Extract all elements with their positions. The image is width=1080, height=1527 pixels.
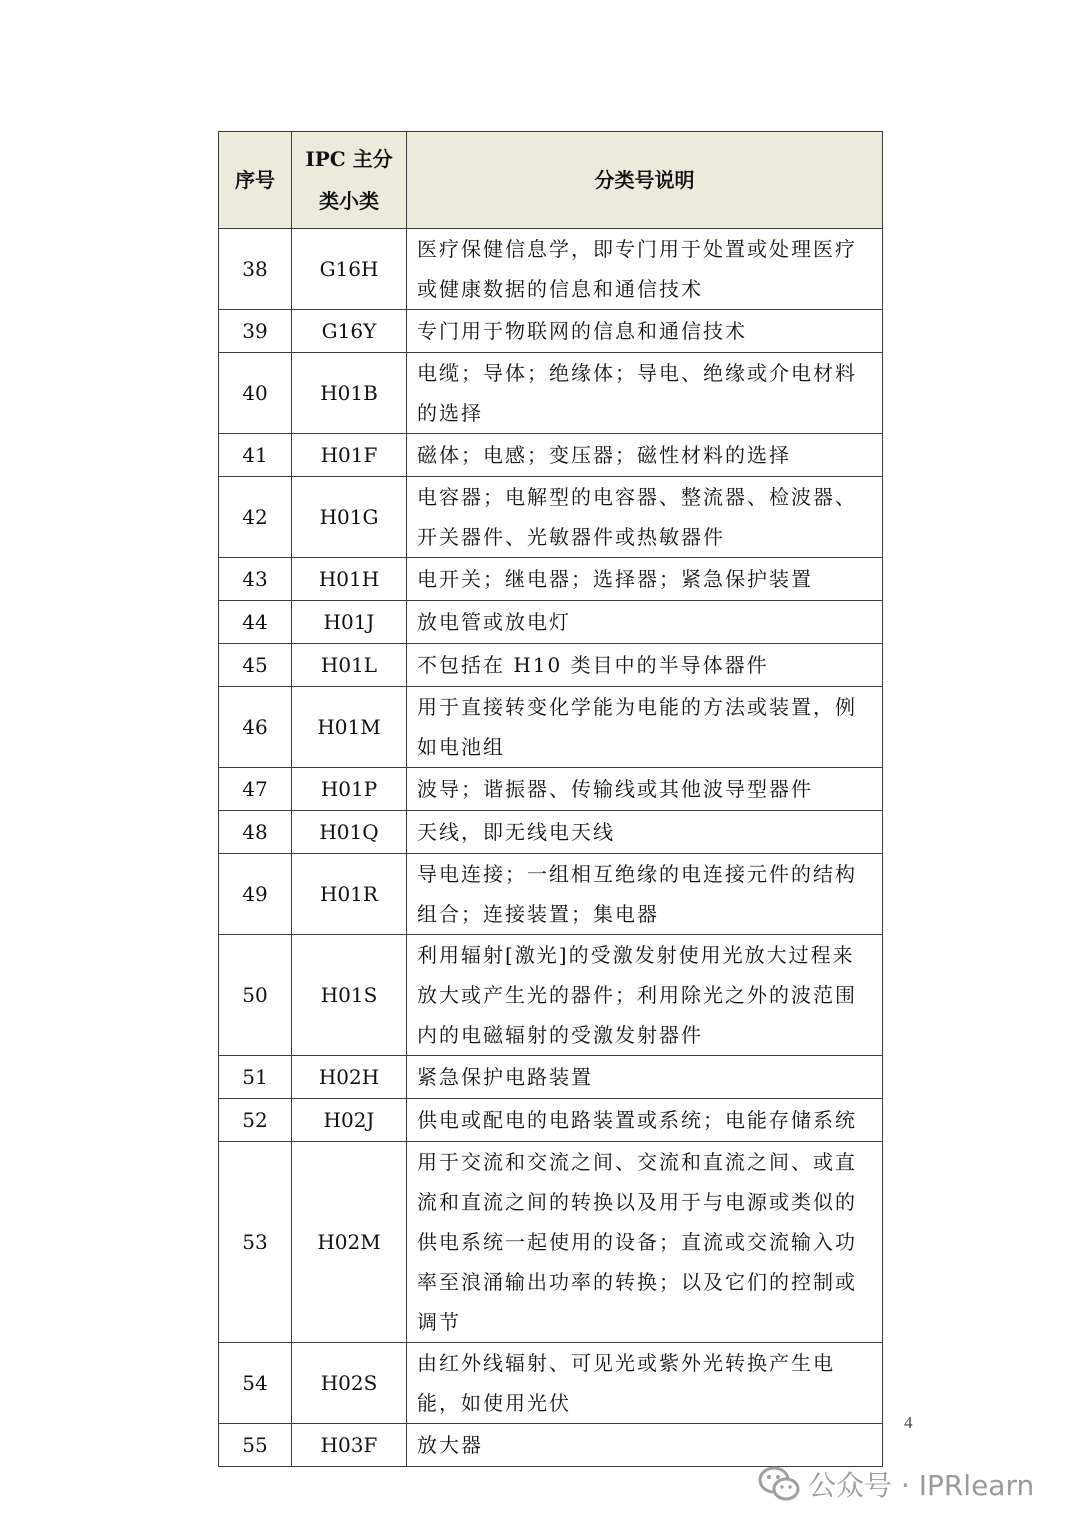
table-header-row — [219, 132, 883, 229]
row-serial: 41 — [219, 434, 292, 477]
row-ipc-code: H02J — [292, 1099, 407, 1142]
row-ipc-code: H01L — [292, 644, 407, 687]
row-description: 磁体；电感；变压器；磁性材料的选择 — [407, 434, 883, 477]
row-ipc-code: H01S — [292, 935, 407, 1056]
table-row — [219, 1099, 883, 1142]
page-number: 4 — [904, 1413, 913, 1432]
table-row — [219, 935, 883, 1056]
row-ipc-code: H01Q — [292, 811, 407, 854]
row-description: 利用辐射[激光]的受激发射使用光放大过程来放大或产生光的器件；利用除光之外的波范围内的电磁辐射的受激发射器件 — [407, 935, 883, 1056]
row-ipc-code: H02M — [292, 1142, 407, 1343]
row-description: 导电连接；一组相互绝缘的电连接元件的结构组合；连接装置；集电器 — [407, 854, 883, 935]
row-serial: 55 — [219, 1424, 292, 1467]
row-description: 电缆；导体；绝缘体；导电、绝缘或介电材料的选择 — [407, 353, 883, 434]
row-description: 由红外线辐射、可见光或紫外光转换产生电能，如使用光伏 — [407, 1343, 883, 1424]
ipc-table — [218, 131, 883, 1467]
table-row — [219, 1343, 883, 1424]
watermark-text: 公众号 · IPRlearn — [808, 1469, 1035, 1502]
table-row — [219, 1424, 883, 1467]
table-row — [219, 687, 883, 768]
row-serial: 38 — [219, 229, 292, 310]
row-serial: 52 — [219, 1099, 292, 1142]
row-description: 供电或配电的电路装置或系统；电能存储系统 — [407, 1099, 883, 1142]
table-row — [219, 434, 883, 477]
row-ipc-code: H03F — [292, 1424, 407, 1467]
row-ipc-code: H01G — [292, 477, 407, 558]
row-ipc-code: H01J — [292, 601, 407, 644]
row-serial: 47 — [219, 768, 292, 811]
header-ipc-subclass: IPC 主分类小类 — [292, 132, 407, 229]
row-description: 电容器；电解型的电容器、整流器、检波器、开关器件、光敏器件或热敏器件 — [407, 477, 883, 558]
row-serial: 54 — [219, 1343, 292, 1424]
row-serial: 46 — [219, 687, 292, 768]
table-row — [219, 310, 883, 353]
row-ipc-code: H01H — [292, 558, 407, 601]
row-serial: 45 — [219, 644, 292, 687]
row-description: 用于直接转变化学能为电能的方法或装置，例如电池组 — [407, 687, 883, 768]
row-description: 医疗保健信息学，即专门用于处置或处理医疗或健康数据的信息和通信技术 — [407, 229, 883, 310]
wechat-icon — [758, 1465, 800, 1503]
header-serial: 序号 — [219, 132, 292, 229]
row-ipc-code: H01B — [292, 353, 407, 434]
watermark — [758, 1462, 1034, 1506]
row-description: 用于交流和交流之间、交流和直流之间、或直流和直流之间的转换以及用于与电源或类似的供电系统一起使用的设备；直流或交流输入功率至浪涌输出功率的转换；以及它们的控制或调节 — [407, 1142, 883, 1343]
table-row — [219, 854, 883, 935]
row-description: 紧急保护电路装置 — [407, 1056, 883, 1099]
row-serial: 39 — [219, 310, 292, 353]
row-description: 不包括在 H10 类目中的半导体器件 — [407, 644, 883, 687]
table-row — [219, 768, 883, 811]
header-description: 分类号说明 — [407, 132, 883, 229]
row-description: 电开关；继电器；选择器；紧急保护装置 — [407, 558, 883, 601]
table-row — [219, 1142, 883, 1343]
row-description: 专门用于物联网的信息和通信技术 — [407, 310, 883, 353]
row-serial: 44 — [219, 601, 292, 644]
table-row — [219, 353, 883, 434]
table-row — [219, 1056, 883, 1099]
row-serial: 53 — [219, 1142, 292, 1343]
row-ipc-code: H02S — [292, 1343, 407, 1424]
table-row — [219, 601, 883, 644]
row-serial: 48 — [219, 811, 292, 854]
row-serial: 50 — [219, 935, 292, 1056]
row-ipc-code: G16Y — [292, 310, 407, 353]
row-ipc-code: H02H — [292, 1056, 407, 1099]
row-ipc-code: H01R — [292, 854, 407, 935]
table-row — [219, 558, 883, 601]
row-description: 放大器 — [407, 1424, 883, 1467]
row-ipc-code: H01P — [292, 768, 407, 811]
row-description: 放电管或放电灯 — [407, 601, 883, 644]
table-row — [219, 811, 883, 854]
row-description: 天线，即无线电天线 — [407, 811, 883, 854]
row-ipc-code: H01M — [292, 687, 407, 768]
table-row — [219, 477, 883, 558]
row-description: 波导；谐振器、传输线或其他波导型器件 — [407, 768, 883, 811]
table-row — [219, 644, 883, 687]
row-serial: 49 — [219, 854, 292, 935]
row-ipc-code: H01F — [292, 434, 407, 477]
row-serial: 40 — [219, 353, 292, 434]
row-serial: 42 — [219, 477, 292, 558]
row-ipc-code: G16H — [292, 229, 407, 310]
row-serial: 51 — [219, 1056, 292, 1099]
table-row — [219, 229, 883, 310]
row-serial: 43 — [219, 558, 292, 601]
